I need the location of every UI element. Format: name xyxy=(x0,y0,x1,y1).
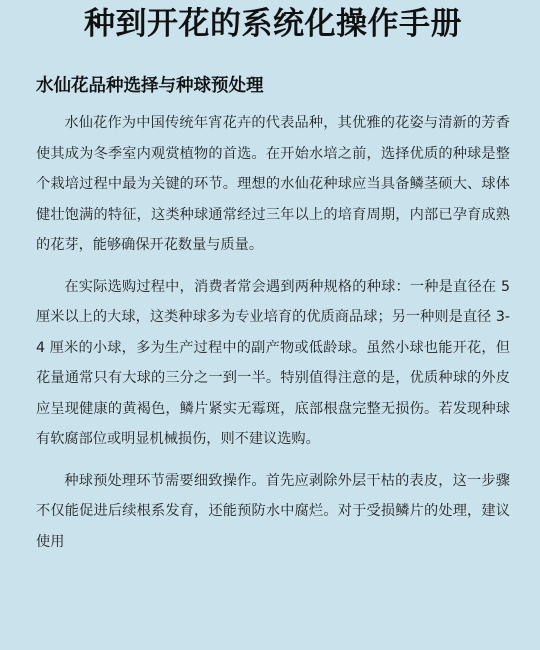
paragraph: 水仙花作为中国传统年宵花卉的代表品种，其优雅的花姿与清新的芳香使其成为冬季室内观赏植物的首选。在开始水培之前，选择优质的种球是整个栽培过程中最为关键的环节。理想的水仙花种球应当具备鳞茎硕大、球体健壮饱满的特征，这类种球通常经过三年以上的培育周期，内部已孕育成熟的花芽，能够确保开花数量与质量。 xyxy=(36,115,510,253)
paragraph: 种球预处理环节需要细致操作。首先应剥除外层干枯的表皮，这一步骤不仅能促进后续根系发育，还能预防水中腐烂。对于受损鳞片的处理，建议使用 xyxy=(36,472,510,550)
document-title: 种到开花的系统化操作手册 xyxy=(84,6,462,42)
body-text xyxy=(36,108,510,557)
section-heading: 水仙花品种选择与种球预处理 xyxy=(36,76,264,96)
paragraph: 在实际选购过程中，消费者常会遇到两种规格的种球：一种是直径在 5 厘米以上的大球，这类种球多为专业培育的优质商品球；另一种则是直径 3-4 厘米的小球，多为生产过程中的副产物或低龄球。虽然小球也能开花，但花量通常只有大球的三分之一到一半。特别值得注意的是，优质种球的外皮应呈现健康的黄褐色，鳞片紧实无霉斑，底部根盘完整无损伤。若发现种球有软腐部位或明显机械损伤，则不建议选购。 xyxy=(36,278,510,447)
